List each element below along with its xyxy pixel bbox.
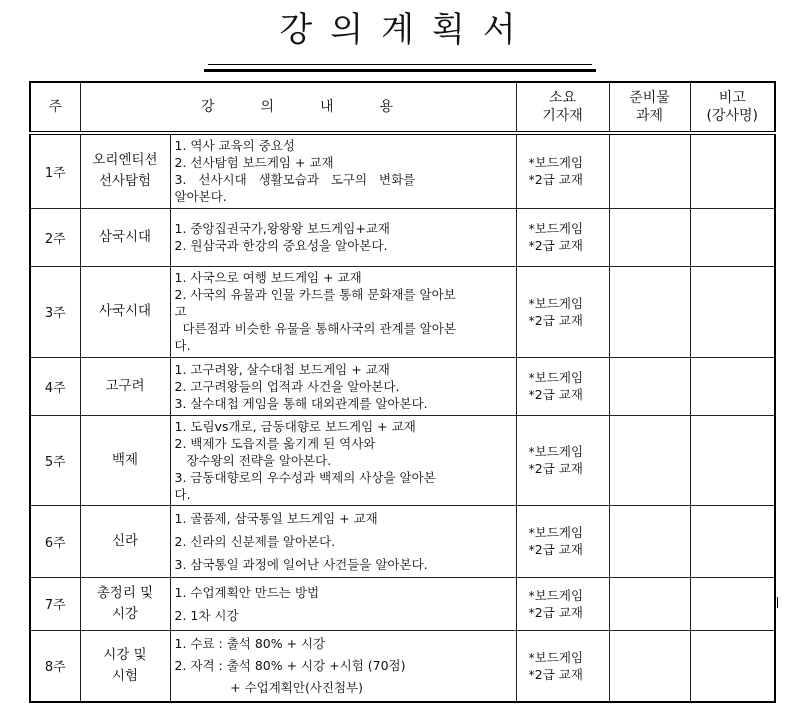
document-title: 강의계획서 (279, 10, 534, 50)
content-line: 2. 자격 : 출석 80% + 시강 +시험 (70점) (174, 657, 406, 673)
content-line: 1. 도림vs개로, 금동대향로 보드게임 + 교재 (174, 418, 416, 434)
content-line: 다. (174, 338, 191, 353)
content-line: 다. (174, 486, 191, 502)
topic-cell (80, 133, 170, 208)
materials-cell (516, 505, 609, 577)
header-note (690, 82, 775, 133)
table-header-row (30, 82, 775, 133)
content-line: 2. 고구려왕들의 업적과 사건을 알아본다. (174, 378, 400, 394)
table-row (30, 577, 775, 630)
header-content (80, 82, 516, 133)
note-cell (690, 630, 775, 702)
note-cell (690, 415, 775, 505)
week-cell: 7주 (30, 577, 80, 630)
content-line: 다른점과 비슷한 유물을 통해사국의 관계를 알아본 (174, 321, 456, 336)
topic-line: 시강 및 (103, 646, 147, 663)
title-underline-thin (208, 64, 592, 65)
table-row (30, 208, 775, 266)
materials-line: *2급 교재 (528, 387, 583, 402)
note-cell (690, 505, 775, 577)
table-row (30, 630, 775, 702)
materials-line: *보드게임 (528, 295, 584, 311)
content-cell (170, 208, 516, 266)
content-cell (170, 133, 516, 208)
prep-cell (609, 266, 690, 357)
content-line (175, 286, 513, 303)
materials-line: *보드게임 (528, 649, 584, 665)
table-row (30, 266, 775, 357)
topic-cell (80, 630, 170, 702)
topic-cell (80, 577, 170, 630)
topic-line: 고구려 (105, 377, 145, 394)
prep-cell (609, 577, 690, 630)
topic-line: 신라 (111, 532, 139, 549)
materials-line: *2급 교재 (528, 461, 583, 476)
content-line: 3. 선사시대 생활모습과 도구의 변화를 (174, 172, 416, 188)
materials-line: *2급 교재 (528, 666, 583, 682)
topic-cell (80, 266, 170, 357)
content-cell (170, 630, 516, 702)
topic-line: 삼국시대 (98, 228, 152, 245)
header-prep (609, 82, 690, 133)
content-line: 장수왕의 전략을 알아본다. (174, 452, 332, 468)
content-line: 2. 신라의 신분제를 알아본다. (174, 533, 336, 549)
materials-cell (516, 266, 609, 357)
prep-cell (609, 133, 690, 208)
content-line: 1. 수료 : 출석 80% + 시강 (174, 635, 326, 651)
week-cell: 5주 (30, 415, 80, 505)
materials-line: *2급 교재 (528, 172, 583, 188)
topic-line: 총정리 및 (96, 584, 154, 601)
topic-cell (80, 208, 170, 266)
materials-cell (516, 577, 609, 630)
text-cursor (777, 597, 778, 608)
prep-cell (609, 630, 690, 702)
content-line: 2. 원삼국과 한강의 중요성을 알아본다. (174, 238, 388, 253)
week-cell: 6주 (30, 505, 80, 577)
note-cell (690, 577, 775, 630)
content-line: 1. 고구려왕, 살수대첩 보드게임 + 교재 (174, 361, 390, 377)
header-prep-line2: 과제 (635, 108, 664, 124)
materials-line: *보드게임 (528, 444, 584, 459)
content-line: 3. 살수대첩 게임을 통해 대외관계를 알아본다. (174, 395, 428, 411)
prep-cell (609, 415, 690, 505)
note-cell (690, 208, 775, 266)
content-line: 2. 백제가 도읍지를 옮기게 된 역사와 (174, 435, 376, 451)
week-cell: 4주 (30, 357, 80, 415)
week-cell: 8주 (30, 630, 80, 702)
header-materials-line2: 기자재 (542, 108, 583, 124)
materials-line: *보드게임 (528, 155, 584, 171)
content-line: 2. 1차 시강 (174, 607, 239, 623)
materials-cell (516, 133, 609, 208)
table-row (30, 415, 775, 505)
content-line: 1. 수업계획안 만드는 방법 (174, 584, 320, 600)
content-line: + 수업계획안(사진첨부) (174, 679, 364, 695)
content-cell (170, 415, 516, 505)
content-line: 알아본다. (174, 189, 227, 205)
topic-line: 선사탐험 (98, 173, 152, 190)
topic-cell (80, 505, 170, 577)
topic-line: 시강 (111, 605, 139, 622)
content-text: 2. 사국의 유물과 인물 카드를 통해 문화재를 알아보 (174, 287, 456, 302)
materials-line: *보드게임 (528, 221, 584, 236)
content-line: 3. 금동대향로의 우수성과 백제의 사상을 알아본 (174, 469, 436, 485)
materials-cell (516, 357, 609, 415)
topic-cell (80, 357, 170, 415)
header-prep-line1: 준비물 (629, 90, 670, 106)
header-note-line1: 비고 (718, 90, 746, 106)
materials-line: *2급 교재 (528, 312, 583, 328)
materials-cell (516, 415, 609, 505)
header-week: 주 (30, 82, 80, 133)
week-cell: 2주 (30, 208, 80, 266)
week-cell: 1주 (30, 133, 80, 208)
note-cell (690, 357, 775, 415)
materials-line: *보드게임 (528, 525, 584, 540)
table-row (30, 133, 775, 208)
header-content-label: 강의내용 (200, 99, 440, 115)
content-line: 고 (174, 304, 187, 319)
title-container (0, 8, 795, 52)
content-line: 2. 선사탐험 보드게임 + 교재 (174, 155, 334, 171)
content-cell (170, 266, 516, 357)
header-note-line2: (강사명) (706, 108, 759, 124)
materials-cell (516, 630, 609, 702)
table-row (30, 505, 775, 577)
content-line: 1. 골품제, 삼국통일 보드게임 + 교재 (174, 510, 378, 526)
prep-cell (609, 357, 690, 415)
lecture-plan-table (29, 81, 776, 703)
header-materials (516, 82, 609, 133)
materials-line: *2급 교재 (528, 542, 583, 557)
note-cell (690, 133, 775, 208)
header-materials-line1: 소요 (548, 90, 577, 106)
topic-line: 시험 (111, 667, 139, 684)
content-cell (170, 357, 516, 415)
topic-line: 사국시대 (98, 303, 152, 319)
topic-line: 백제 (111, 451, 139, 468)
topic-cell (80, 415, 170, 505)
materials-line: *보드게임 (528, 587, 584, 603)
note-cell (690, 266, 775, 357)
content-line: 3. 삼국통일 과정에 일어난 사건들을 알아본다. (174, 556, 428, 572)
table-row (30, 357, 775, 415)
content-line: 1. 사국으로 여행 보드게임 + 교재 (174, 270, 362, 285)
content-line: 1. 역사 교육의 중요성 (174, 138, 295, 154)
content-cell (170, 505, 516, 577)
materials-line: *2급 교재 (528, 238, 583, 253)
week-cell: 3주 (30, 266, 80, 357)
title-underline-thick (204, 69, 596, 72)
content-cell (170, 577, 516, 630)
prep-cell (609, 505, 690, 577)
content-line: 1. 중앙집권국가,왕왕왕 보드게임+교재 (174, 221, 390, 236)
topic-line: 오리엔티션 (92, 152, 158, 169)
materials-line: *보드게임 (528, 370, 584, 385)
prep-cell (609, 208, 690, 266)
materials-cell (516, 208, 609, 266)
materials-line: *2급 교재 (528, 604, 583, 620)
